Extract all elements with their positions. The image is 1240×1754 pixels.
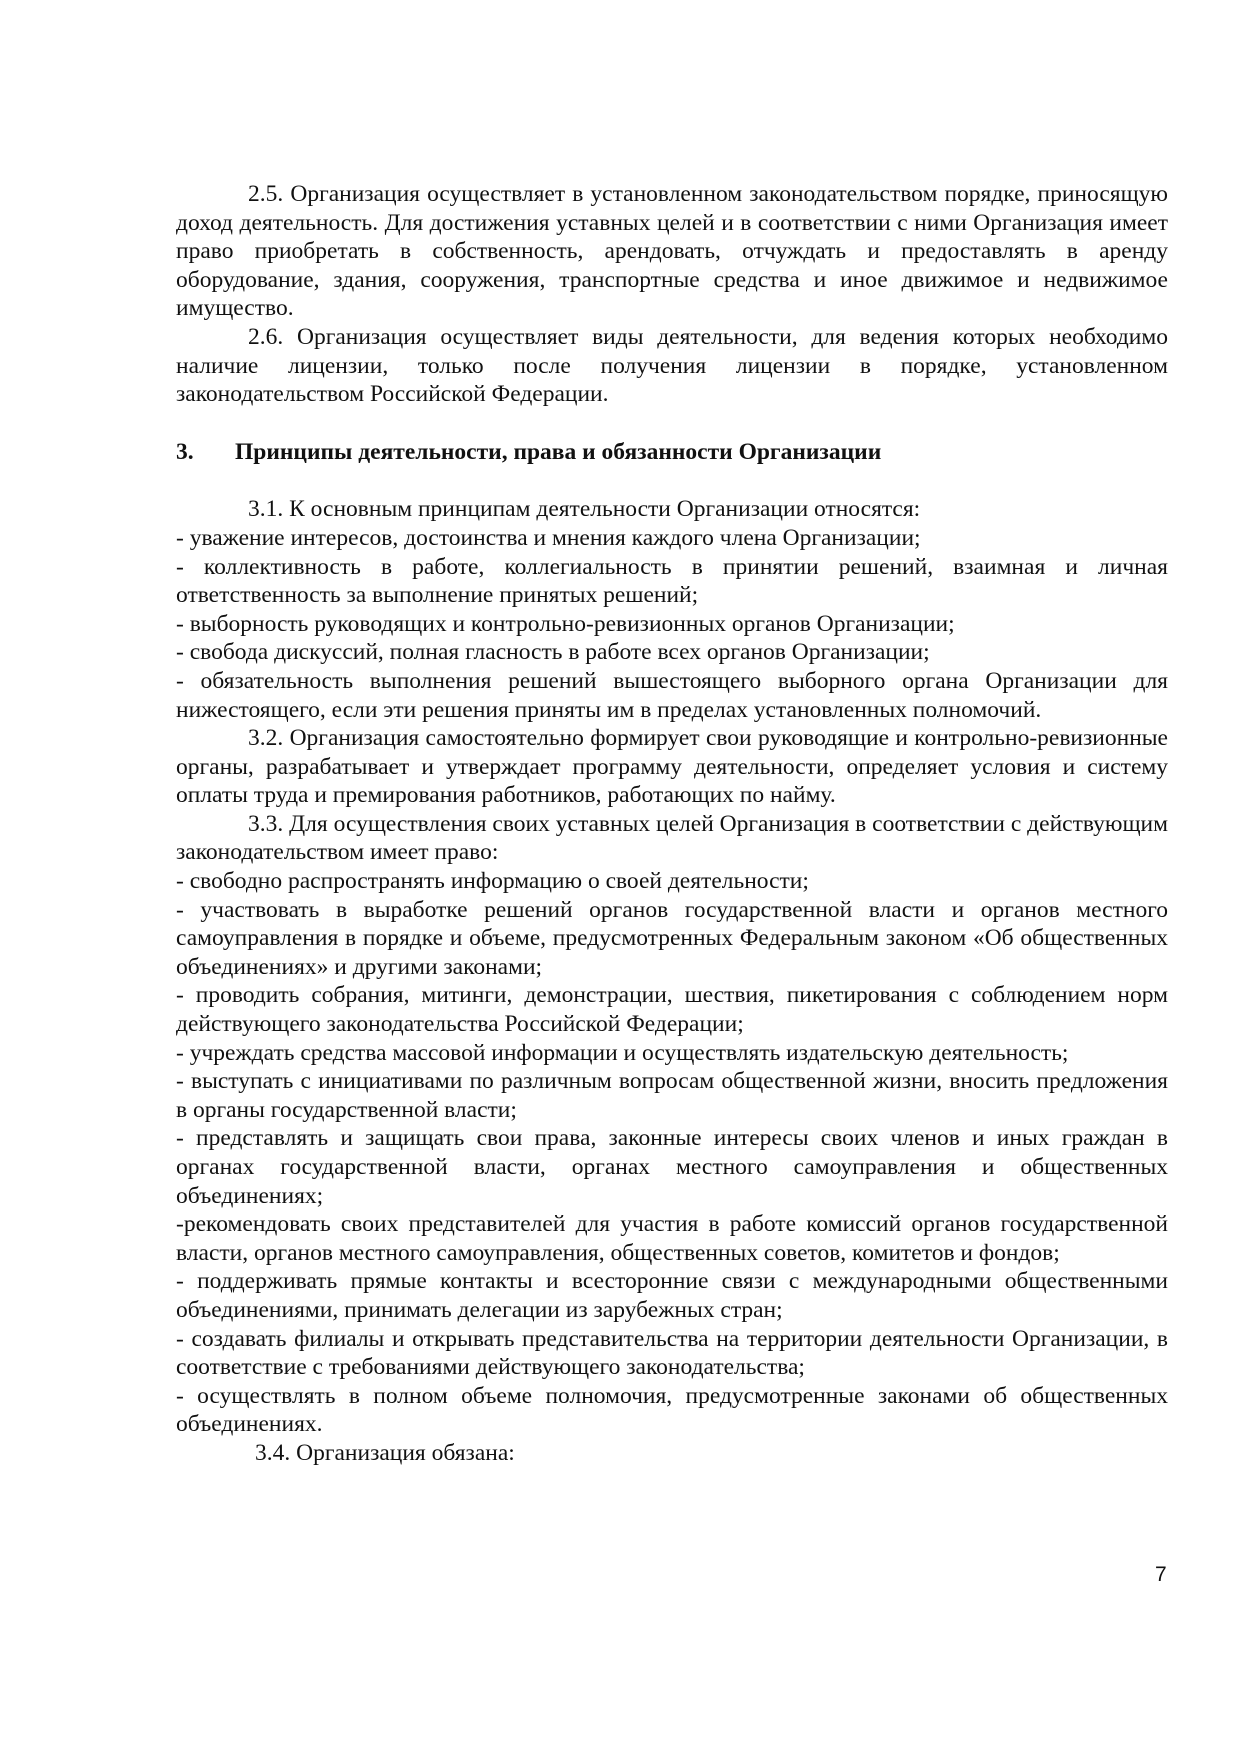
paragraph-3-3-intro: 3.3. Для осуществления своих уставных целей Организация в соответствии с действующим законодательством имеет право: [176, 810, 1168, 866]
paragraph-3-2: 3.2. Организация самостоятельно формирует свои руководящие и контрольно-ревизионные органы, разрабатывает и утверждает программу деятельности, определяет условия и систему оплаты труда и премирования работников, работающих по найму. [176, 725, 1168, 809]
list-item: - поддерживать прямые контакты и всесторонние связи с международными общественными объединениями, принимать делегации из зарубежных стран; [176, 1268, 1168, 1323]
list-item: - свобода дискуссий, полная гласность в работе всех органов Организации; [176, 639, 930, 666]
paragraph-3-1-intro: 3.1. К основным принципам деятельности Организации относятся: [248, 496, 921, 523]
list-item: - создавать филиалы и открывать представительства на территории деятельности Организации, в соответствие с требованиями действующего законодательства; [176, 1325, 1168, 1381]
list-item: - свободно распространять информацию о своей деятельности; [176, 868, 809, 895]
list-item: - участвовать в выработке решений органов государственной власти и органов местного самоуправления в порядке и объеме, предусмотренных Федеральным законом «Об общественных объединениях» и другими законами; [176, 896, 1168, 980]
paragraph-3-4-intro: 3.4. Организация обязана: [255, 1439, 515, 1466]
section-number: 3. [176, 438, 194, 465]
list-item: - обязательность выполнения решений вышестоящего выборного органа Организации для нижестоящего, если эти решения приняты им в пределах установленных полномочий. [176, 667, 1168, 723]
list-item: - проводить собрания, митинги, демонстрации, шествия, пикетирования с соблюдением норм действующего законодательства Российской Федерации; [176, 982, 1168, 1038]
paragraph-2-6: 2.6. Организация осуществляет виды деятельности, для ведения которых необходимо наличие лицензии, только после получения лицензии в порядке, установленном законодательством Российской Федерации. [176, 323, 1168, 408]
list-item: - уважение интересов, достоинства и мнения каждого члена Организации; [176, 524, 921, 551]
list-item: - учреждать средства массовой информации и осуществлять издательскую деятельность; [176, 1039, 1069, 1066]
list-item: - коллективность в работе, коллегиальность в принятии решений, взаимная и личная ответственность за выполнение принятых решений; [176, 553, 1168, 609]
list-item: - осуществлять в полном объеме полномочия, предусмотренные законами об общественных объединениях. [176, 1382, 1168, 1438]
list-item: - представлять и защищать свои права, законные интересы своих членов и иных граждан в органах государственной власти, органах местного самоуправления и общественных объединениях; [176, 1125, 1168, 1209]
section-title: Принципы деятельности, права и обязанности Организации [235, 438, 882, 465]
list-item: -рекомендовать своих представителей для участия в работе комиссий органов государственной власти, органов местного самоуправления, общественных советов, комитетов и фондов; [176, 1211, 1168, 1266]
paragraph-2-5: 2.5. Организация осуществляет в установленном законодательством порядке, приносящую доход деятельность. Для достижения уставных целей и в соответствии с ними Организация имеет право приобретать в собственность, арендовать, отчуждать и предоставлять в аренду оборудование, здания, сооружения, транспортные средства и иное движимое и недвижимое имущество. [176, 181, 1168, 322]
section-heading [176, 438, 1168, 467]
page-number: 7 [1155, 1563, 1167, 1586]
list-item: - выступать с инициативами по различным вопросам общественной жизни, вносить предложения в органы государственной власти; [176, 1068, 1168, 1123]
list-item: - выборность руководящих и контрольно-ревизионных органов Организации; [176, 610, 955, 637]
document-page [176, 180, 1168, 1468]
